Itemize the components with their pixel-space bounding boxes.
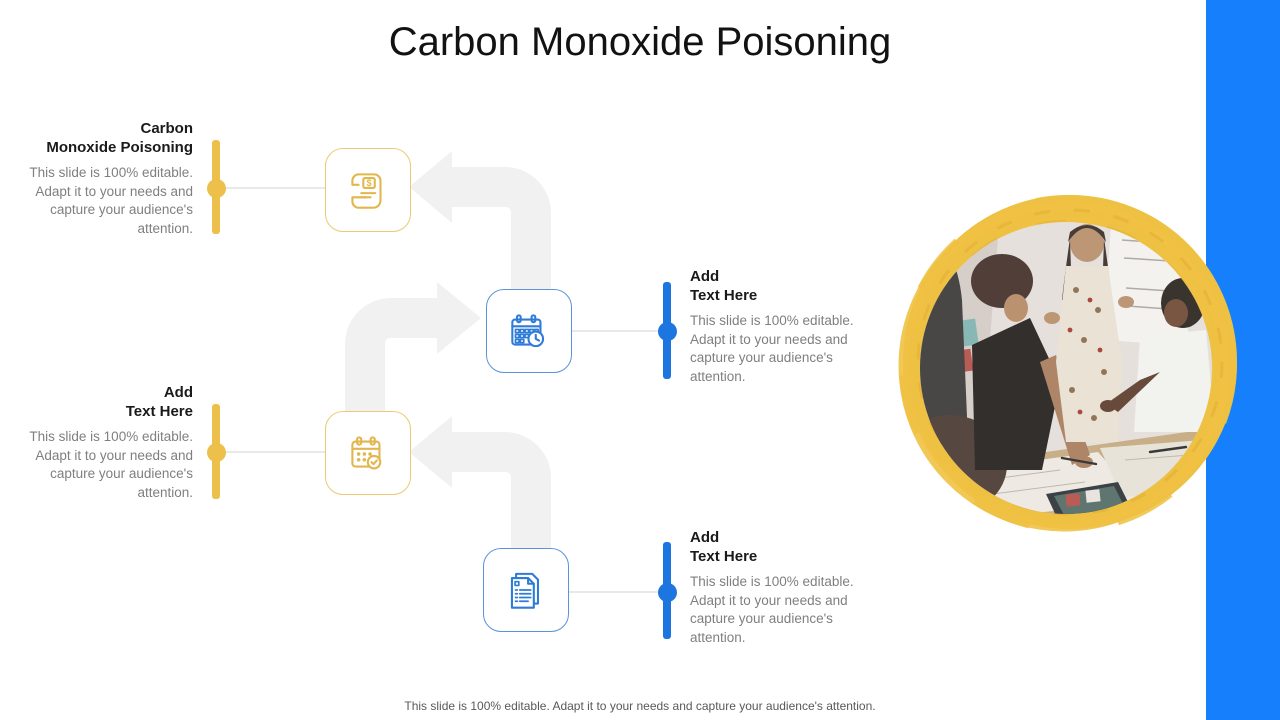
page-title: Carbon Monoxide Poisoning: [388, 20, 892, 64]
text-block-step-4: [690, 528, 862, 647]
connector-lines: [220, 188, 662, 592]
team-collaboration-photo: [880, 160, 1260, 560]
step-4-icon-box: [483, 548, 569, 632]
step-4-body: This slide is 100% editable. Adapt it to your needs and capture your audience's attention.: [690, 574, 854, 645]
step-4-heading: Add Text Here: [690, 529, 758, 565]
calendar-clock-icon: [504, 306, 554, 356]
slide-footer-note: This slide is 100% editable. Adapt it to your needs and capture your audience's attention.: [404, 699, 876, 713]
step-2-body: This slide is 100% editable. Adapt it to your needs and capture your audience's attention.: [690, 313, 854, 384]
timeline-dot-step-4: [658, 583, 677, 602]
step-2-heading: Add Text Here: [690, 268, 758, 304]
step-3-icon-box: [325, 411, 411, 495]
step-1-body: This slide is 100% editable. Adapt it to your needs and capture your audience's attention.: [29, 165, 193, 236]
flow-arrow-step3-to-step2: [345, 282, 481, 412]
timeline-dot-step-2: [658, 322, 677, 341]
documents-icon: [501, 565, 551, 615]
timeline-dot-step-3: [207, 443, 226, 462]
timeline-dot-step-1: [207, 179, 226, 198]
calendar-check-icon: [343, 428, 393, 478]
svg-text:$: $: [366, 178, 372, 189]
text-block-step-2: [690, 267, 862, 386]
step-3-body: This slide is 100% editable. Adapt it to your needs and capture your audience's attention.: [29, 429, 193, 500]
invoice-scroll-icon: [343, 165, 393, 215]
step-3-heading: Add Text Here: [125, 384, 193, 420]
step-2-icon-box: [486, 289, 572, 373]
flow-arrow-step2-to-step1: [409, 151, 551, 290]
text-block-step-3: [21, 383, 193, 502]
step-1-icon-box: [325, 148, 411, 232]
step-1-heading: Carbon Monoxide Poisoning: [46, 120, 193, 156]
flow-arrow-step4-to-step3: [409, 416, 551, 549]
text-block-step-1: [21, 119, 193, 238]
